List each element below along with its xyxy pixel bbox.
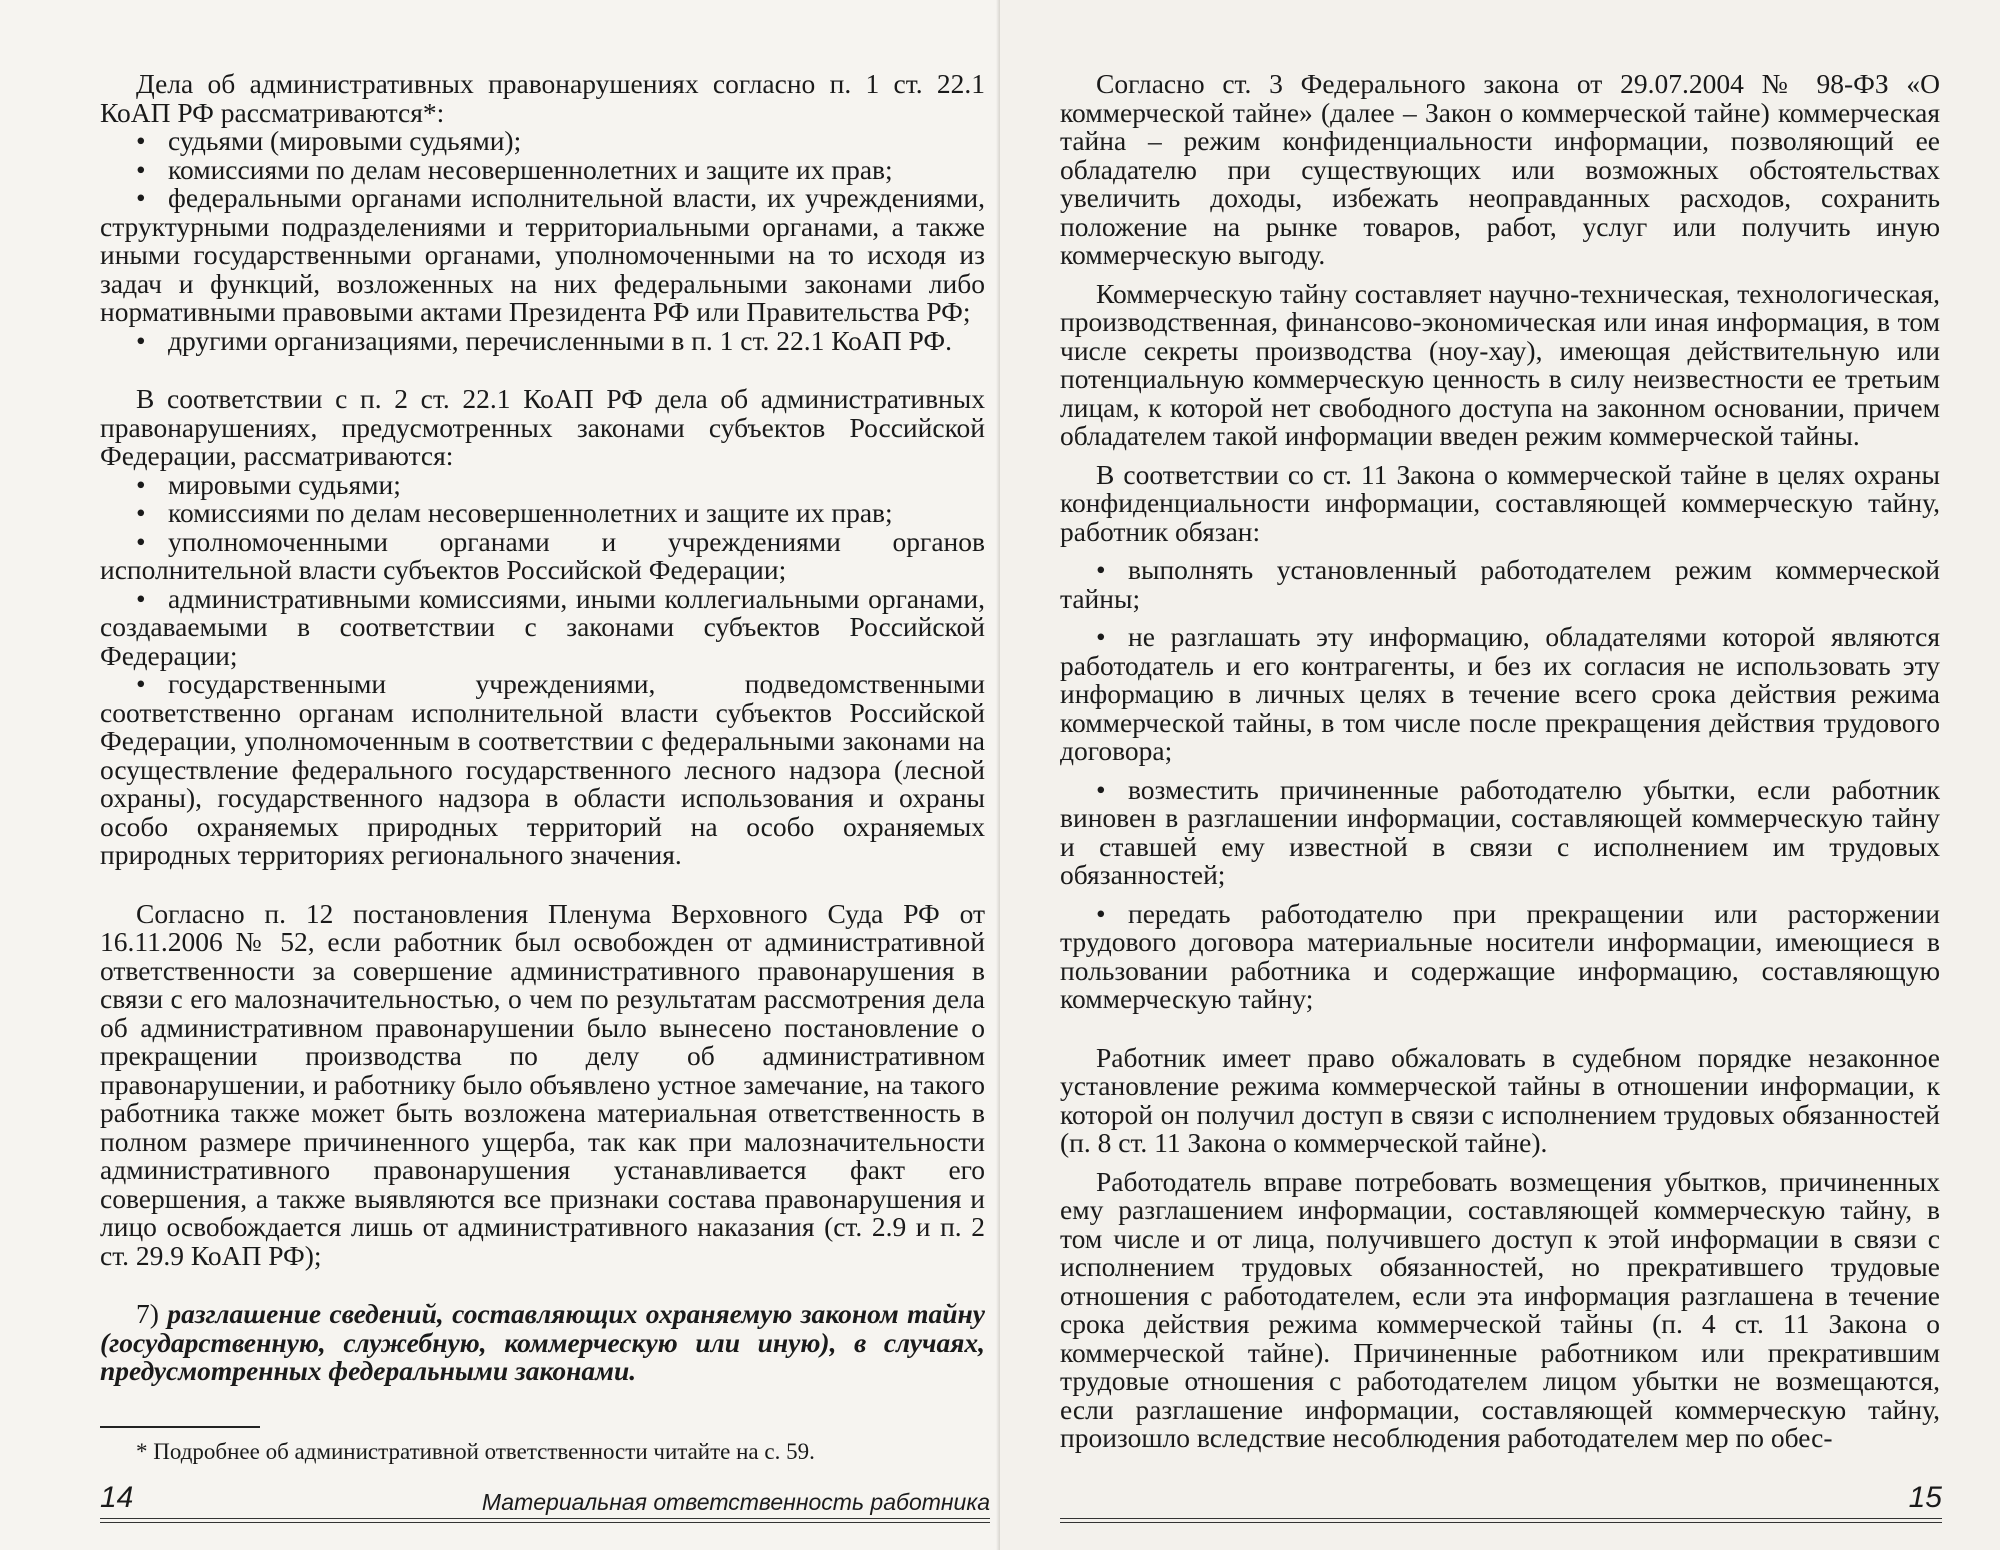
right-footer xyxy=(1060,1480,1942,1520)
paragraph-damages: Работодатель вправе потребовать возмещения убытков, причиненных ему разглашением информации, составляющей коммерческую тайну, в том числе и от лица, получившего доступ к этой информации в связи с исполнением трудовых обязанностей, но прекратившего трудовые отношения с работодателем, если эта информация разглашена в течение срока действия режима коммерческой тайны (п. 4 ст. 11 Закона о коммерческой тайне). Причиненные работником или прекратившим трудовые отношения с работодателем лицом убытки не возмещаются, если разглашение информации, составляющей коммерческую тайну, произошло вследствие несоблюдения работодателем мер по обес- xyxy=(1060,1165,1940,1453)
bullet-icon: • xyxy=(136,125,146,156)
list-item: • уполномоченными органами и учреждениями органов исполнительной власти субъектов Российской Федерации; xyxy=(100,525,985,585)
bullet-icon: • xyxy=(136,324,146,356)
paragraph-item-7 xyxy=(100,1300,985,1386)
list-item: • комиссиями по делам несовершеннолетних и защите их прав; xyxy=(136,497,893,528)
bullet-icon: • xyxy=(136,182,146,213)
paragraph-trade-secret-content: Коммерческую тайну составляет научно-техническая, технологическая, производственная, финансово-экономическая или иная информация, в том числе секреты производства (ноу-хау), имеющая действительную или потенциальную коммерческую ценность в силу неизвестности ее третьим лицам, к которой нет свободного доступа на законном основании, причем обладателем такой информации введен режим коммерческой тайны. xyxy=(1060,277,1940,451)
paragraph-employee-obligations: В соответствии со ст. 11 Закона о коммерческой тайне в целях охраны конфиденциальности информации, составляющей коммерческую тайну, работник обязан: xyxy=(1060,458,1940,547)
left-footer xyxy=(100,1480,990,1520)
paragraph-regional-intro: В соответствии с п. 2 ст. 22.1 КоАП РФ дела об административных правонарушениях, предусмотренных законами субъектов Российской Федерации, рассматриваются: xyxy=(100,383,985,471)
list-item: • комиссиями по делам несовершеннолетних и защите их прав; xyxy=(136,153,893,185)
list-item: • передать работодателю при прекращении или расторжении трудового договора материальные носители информации, имеющиеся в пользовании работника и содержащие информацию, составляющую коммерческую тайну; xyxy=(1060,897,1940,1014)
page-number: 14 xyxy=(100,1481,134,1514)
bullet-icon: • xyxy=(136,468,146,500)
bullet-icon: • xyxy=(136,582,146,614)
bullet-icon: • xyxy=(1096,773,1106,805)
list-item: • выполнять установленный работодателем режим коммерческой тайны; xyxy=(1060,554,1940,614)
left-text-column xyxy=(100,70,985,1466)
bullet-icon: • xyxy=(136,525,146,557)
list-item: • административными комиссиями, иными коллегиальными органами, создаваемыми в соответствии с законами субъектов Российской Федерации; xyxy=(100,582,985,671)
item-7-emphasis: разглашение сведений, составляющих охраняемую законом тайну (государственную, служебную, коммерческую или иную), в случаях, предусмотренных федеральными законами. xyxy=(100,1298,985,1386)
bullet-icon: • xyxy=(1096,897,1106,929)
item-number: 7) xyxy=(136,1298,168,1329)
right-page xyxy=(1000,0,2000,1550)
footer-divider xyxy=(100,1518,990,1523)
right-text-column xyxy=(1060,70,1940,1453)
paragraph-plenum: Согласно п. 12 постановления Пленума Верховного Суда РФ от 16.11.2006 № 52, если работник был освобожден от административной ответственности за совершение административного правонарушения в связи с его малозначительностью, о чем по результатам рассмотрения дела об административном правонарушении было вынесено постановление о прекращении производства по делу об административном правонарушении, и работнику было объявлено устное замечание, на такого работника также может быть возложена материальная ответственность в полном размере причиненного ущерба, так как при малозначительности административного правонарушения устанавливается факт его совершения, а также выявляются все признаки состава правонарушения и лицо освобождается лишь от административного наказания (ст. 2.9 и п. 2 ст. 29.9 КоАП РФ); xyxy=(100,897,985,1271)
footnote-divider xyxy=(100,1426,260,1428)
paragraph-appeal-right: Работник имеет право обжаловать в судебном порядке незаконное установление режима коммерческой тайны в отношении информации, к которой он получил доступ в связи с исполнением трудовых обязанностей (п. 8 ст. 11 Закона о коммерческой тайне). xyxy=(1060,1041,1940,1158)
bullet-icon: • xyxy=(136,497,146,528)
paragraph-trade-secret-definition: Согласно ст. 3 Федерального закона от 29.07.2004 № 98-ФЗ «О коммерческой тайне» (далее – Закон о коммерческой тайне) коммерческая тайна – режим конфиденциальности информации, позволяющий ее обладателю при существующих или возможных обстоятельствах увеличить доходы, избежать неоправданных расходов, сохранить положение на рынке товаров, работ, услуг или получить иную коммерческую выгоду. xyxy=(1060,68,1940,270)
footnote: * Подробнее об административной ответственности читайте на с. 59. xyxy=(136,1438,815,1464)
bullet-icon: • xyxy=(136,668,146,699)
bullet-icon: • xyxy=(136,153,146,185)
list-item: • федеральными органами исполнительной власти, их учреждениями, структурными подразделениями и территориальными органами, а также иными государственными органами, уполномоченными на то исходя из задач и функций, возложенных на них федеральными законами либо нормативными правовыми актами Президента РФ или Правительства РФ; xyxy=(100,182,985,327)
bullet-icon: • xyxy=(1096,621,1106,652)
list-item: • другими организациями, перечисленными в п. 1 ст. 22.1 КоАП РФ. xyxy=(136,324,952,356)
list-item: • судьями (мировыми судьями); xyxy=(136,125,522,156)
list-item: • государственными учреждениями, подведомственными соответственно органам исполнительной власти субъектов Российской Федерации, уполномоченным в соответствии с федеральными законами на осуществление федерального государственного лесного надзора (лесной охраны), государственного надзора в области использования и охраны особо охраняемых природных территорий на особо охраняемых природных территориях регионального значения. xyxy=(100,668,985,870)
page-number: 15 xyxy=(1908,1481,1942,1514)
paragraph-cases-intro: Дела об административных правонарушениях согласно п. 1 ст. 22.1 КоАП РФ рассматриваются*: xyxy=(100,68,985,128)
running-title: Материальная ответственность работника xyxy=(481,1489,990,1515)
list-item: • мировыми судьями; xyxy=(136,468,401,500)
list-item: • возместить причиненные работодателю убытки, если работник виновен в разглашении информации, составляющей коммерческую тайну и ставшей ему известной в связи с исполнением им трудовых обязанностей; xyxy=(1060,773,1940,890)
footer-divider xyxy=(1060,1518,1942,1523)
bullet-icon: • xyxy=(1096,554,1106,585)
list-item: • не разглашать эту информацию, обладателями которой являются работодатель и его контрагенты, и без их согласия не использовать эту информацию в личных целях в течение всего срока действия режима коммерческой тайны, в том числе после прекращения действия трудового договора; xyxy=(1060,621,1940,766)
